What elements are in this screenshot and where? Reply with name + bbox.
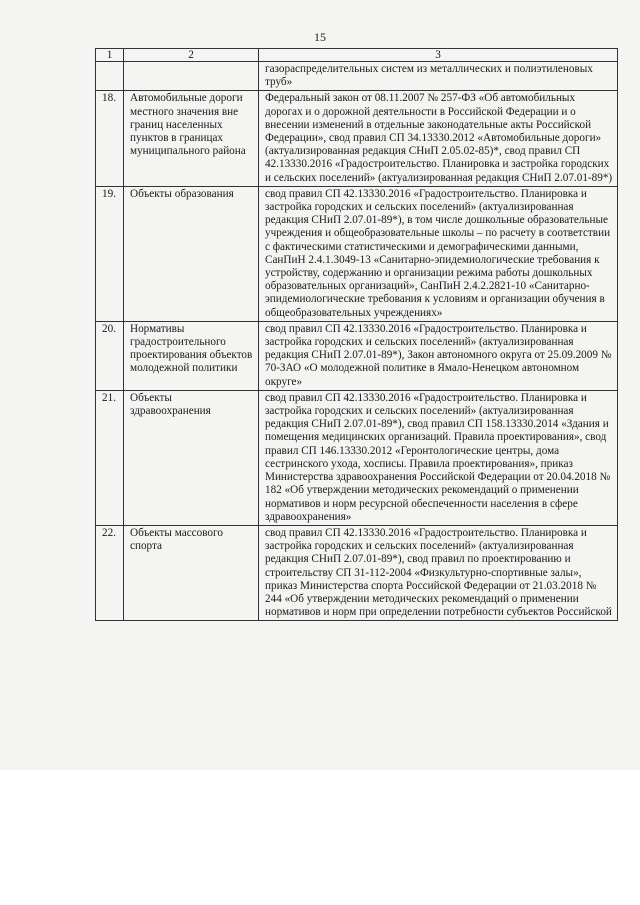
table-row-continuation [96, 62, 618, 91]
norms-table [95, 48, 618, 621]
row-norms: свод правил СП 42.13330.2016 «Градостроительство. Планировка и застройка городских и сельских поселений» (актуализированная редакция СНиП 2.07.01-89*), свод правил СП 158.13330.2014 «Здания и помещения медицинских организаций. Правила проектирования», свод правил СП 146.13330.2012 «Геронтологические центры, дома сестринского ухода, хосписы. Правила проектирования», приказ Министерства здравоохранения Российской Федерации от 20.04.2018 № 182 «Об утверждении методических рекомендаций о применении нормативов и норм ресурсной обеспеченности населения в сфере здравоохранения» [259, 390, 618, 525]
row-number [96, 62, 124, 91]
row-object: Нормативы градостроительного проектирования объектов молодежной политики [124, 321, 259, 390]
row-norms: газораспределительных систем из металлических и полиэтиленовых труб» [259, 62, 618, 91]
table-row-19 [96, 186, 618, 321]
column-header-3: 3 [259, 49, 618, 62]
table-row-20 [96, 321, 618, 390]
row-norms: свод правил СП 42.13330.2016 «Градостроительство. Планировка и застройка городских и сельских поселений» (актуализированная редакция СНиП 2.07.01-89*), в том числе дошкольные образовательные учреждения и общеобразовательные школы – по расчету в соответствии с фактическими статистическими и демографическими данными, СанПиН 2.4.1.3049-13 «Санитарно-эпидемиологические требования к устройству, содержанию и организации режима работы дошкольных образовательных организаций», СанПиН 2.4.2.2821-10 «Санитарно-эпидемиологические требования к условиям и организации обучения в общеобразовательных учреждениях» [259, 186, 618, 321]
row-norms: Федеральный закон от 08.11.2007 № 257-ФЗ «Об автомобильных дорогах и о дорожной деятельности в Российской Федерации и о внесении изменений в отдельные законодательные акты Российской Федерации», свод правил СП 34.13330.2012 «Автомобильные дороги» (актуализированная редакция СНиП 2.05.02-85)*, свод правил СП 42.13330.2016 «Градостроительство. Планировка и застройка городских и сельских поселений» (актуализированная редакция СНиП 2.07.01-89*) [259, 91, 618, 186]
row-norms: свод правил СП 42.13330.2016 «Градостроительство. Планировка и застройка городских и сельских поселений» (актуализированная редакция СНиП 2.07.01-89*), Закон автономного округа от 25.09.2009 № 70-ЗАО «О молодежной политике в Ямало-Ненецком автономном округе» [259, 321, 618, 390]
row-object: Объекты массового спорта [124, 525, 259, 620]
table-row-18 [96, 91, 618, 186]
row-object [124, 62, 259, 91]
page-number: 15 [314, 30, 326, 44]
table-row-22 [96, 525, 618, 620]
row-object: Объекты образования [124, 186, 259, 321]
row-object: Автомобильные дороги местного значения вне границ населенных пунктов в границах муниципального района [124, 91, 259, 186]
table-header-row [96, 49, 618, 62]
row-number: 21. [96, 390, 124, 525]
row-object: Объекты здравоохранения [124, 390, 259, 525]
column-header-1: 1 [96, 49, 124, 62]
row-number: 20. [96, 321, 124, 390]
column-header-2: 2 [124, 49, 259, 62]
row-number: 18. [96, 91, 124, 186]
table-row-21 [96, 390, 618, 525]
row-number: 22. [96, 525, 124, 620]
row-norms: свод правил СП 42.13330.2016 «Градостроительство. Планировка и застройка городских и сельских поселений» (актуализированная редакция СНиП 2.07.01-89*), свод правил по проектированию и строительству СП 31-112-2004 «Физкультурно-спортивные залы», приказ Министерства спорта Российской Федерации от 21.03.2018 № 244 «Об утверждении методических рекомендаций о применении нормативов и норм при определении потребности субъектов Российской [259, 525, 618, 620]
row-number: 19. [96, 186, 124, 321]
